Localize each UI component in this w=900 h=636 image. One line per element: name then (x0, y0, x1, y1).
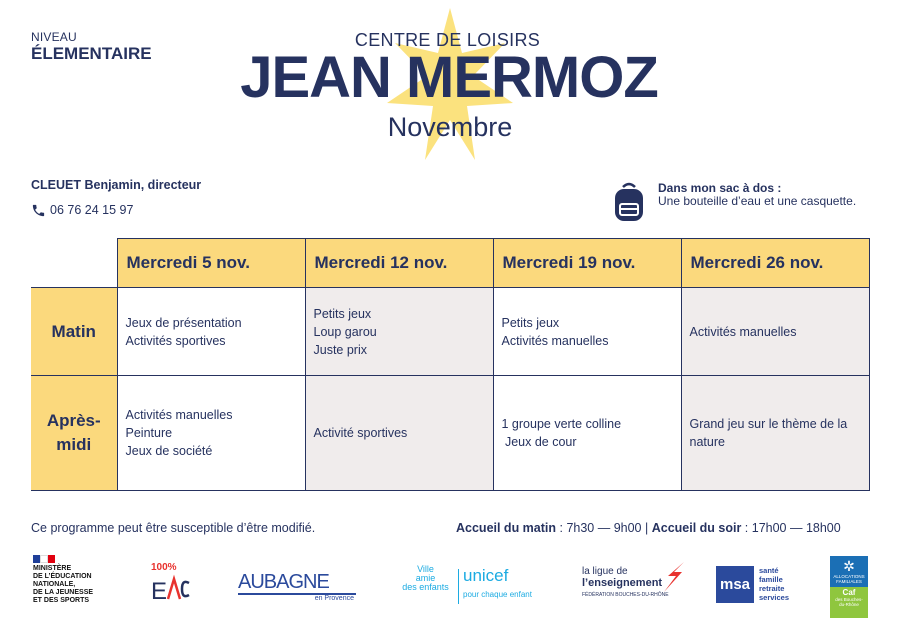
ville-amie-line: Ville (417, 564, 434, 574)
activity-cell (493, 376, 681, 491)
table-row (31, 376, 869, 491)
activity-cell (493, 288, 681, 376)
eac-mark-icon (151, 573, 191, 603)
activity-text: Petits jeux Loup garou Juste prix (313, 306, 377, 357)
unicef-text: unicef (463, 566, 509, 585)
disclaimer-note: Ce programme peut être susceptible d’être modifié. (31, 521, 316, 535)
backpack-title: Dans mon sac à dos : (658, 181, 782, 195)
day-header: Mercredi 12 nov. (305, 239, 493, 288)
ville-amie-line: amie (415, 573, 436, 583)
eac-logo (151, 562, 191, 604)
ministere-line: ET DES SPORTS (33, 597, 90, 604)
page-title: JEAN MERMOZ (240, 45, 658, 110)
day-header: Mercredi 5 nov. (117, 239, 305, 288)
aubagne-logo (238, 572, 356, 602)
phone-icon (31, 203, 46, 218)
evening-hours: : 17h00 — 18h00 (741, 521, 841, 535)
caf-line: des Bouches- (835, 597, 863, 602)
activity-cell (305, 376, 493, 491)
eac-percent: 100% (151, 562, 177, 573)
ministere-line: DE L’ÉDUCATION (33, 573, 92, 580)
msa-mark-icon: msa (716, 566, 754, 603)
activity-text: 1 groupe verte colline Jeux de cour (501, 417, 622, 449)
evening-label: Accueil du soir (651, 521, 742, 535)
activity-cell (117, 288, 305, 376)
aubagne-sub: en Provence (314, 595, 354, 602)
header-subtitle: CENTRE DE LOISIRS (354, 30, 541, 50)
activity-text: Petits jeux Activités manuelles (501, 315, 609, 348)
backpack-text: Une bouteille d’eau et une casquette. (658, 194, 857, 208)
opening-hours (456, 521, 841, 535)
activity-text: Activité sportives (313, 426, 408, 440)
morning-label: Accueil du matin (456, 521, 557, 535)
phone-number: 06 76 24 15 97 (50, 203, 134, 217)
caf-star-icon: ✲ (843, 558, 855, 574)
day-header: Mercredi 19 nov. (493, 239, 681, 288)
table-corner (31, 239, 117, 288)
msa-line: services (759, 593, 790, 602)
msa-line: famille (759, 575, 783, 584)
director-name: CLEUET Benjamin, directeur (31, 178, 202, 192)
row-label-matin (31, 288, 117, 376)
day-header: Mercredi 26 nov. (681, 239, 869, 288)
activity-text: Grand jeu sur le thème de la nature (689, 417, 848, 449)
ministere-logo (33, 555, 93, 605)
msa-text (759, 566, 789, 602)
activity-cell (681, 376, 869, 491)
msa-line: retraite (759, 584, 785, 593)
schedule-table (31, 238, 870, 491)
french-flag-icon (33, 555, 55, 563)
ministere-line: NATIONALE, (33, 581, 76, 588)
ligue-logo (582, 566, 686, 598)
logo-divider (458, 569, 459, 604)
table-row (31, 288, 869, 376)
svg-text:E: E (151, 578, 168, 603)
level-value: ÉLEMENTAIRE (31, 44, 152, 63)
ligue-flag-icon (662, 562, 686, 592)
activity-cell (117, 376, 305, 491)
caf-line: FAMILIALES (836, 579, 862, 584)
row-label-text: Matin (51, 321, 96, 341)
backpack-icon (612, 181, 646, 223)
caf-line: Caf (842, 588, 856, 597)
row-label-apres-midi (31, 376, 117, 491)
activity-text: Activités manuelles Peinture Jeux de société (125, 408, 233, 458)
msa-line: santé (759, 566, 779, 575)
unicef-logo (463, 566, 532, 599)
aubagne-text: AUBAGNE (238, 571, 329, 593)
unicef-sub: pour chaque enfant (463, 590, 532, 599)
ligue-line: la ligue de (582, 566, 628, 577)
caf-line: ALLOCATIONS (833, 574, 865, 579)
ministere-line: DE LA JEUNESSE (33, 589, 94, 596)
activity-cell (681, 288, 869, 376)
month-label: Novembre (387, 112, 513, 142)
activity-text: Jeux de présentation Activités sportives (125, 315, 242, 348)
morning-hours: : 7h30 — 9h00 | (556, 521, 652, 535)
level-label: NIVEAU (31, 30, 77, 44)
caf-logo (830, 556, 868, 618)
ministere-line: MINISTÈRE (33, 565, 72, 572)
msa-logo (716, 566, 754, 603)
ville-amie-logo (398, 565, 453, 592)
row-label-text: Après- midi (46, 411, 101, 454)
ligue-sub: FÉDÉRATION BOUCHES-DU-RHÔNE (582, 592, 669, 598)
caf-line: du-Rhône (839, 602, 859, 607)
ville-amie-line: des enfants (402, 582, 449, 592)
ligue-line: l’enseignement (582, 577, 663, 589)
activity-cell (305, 288, 493, 376)
activity-text: Activités manuelles (689, 324, 797, 339)
